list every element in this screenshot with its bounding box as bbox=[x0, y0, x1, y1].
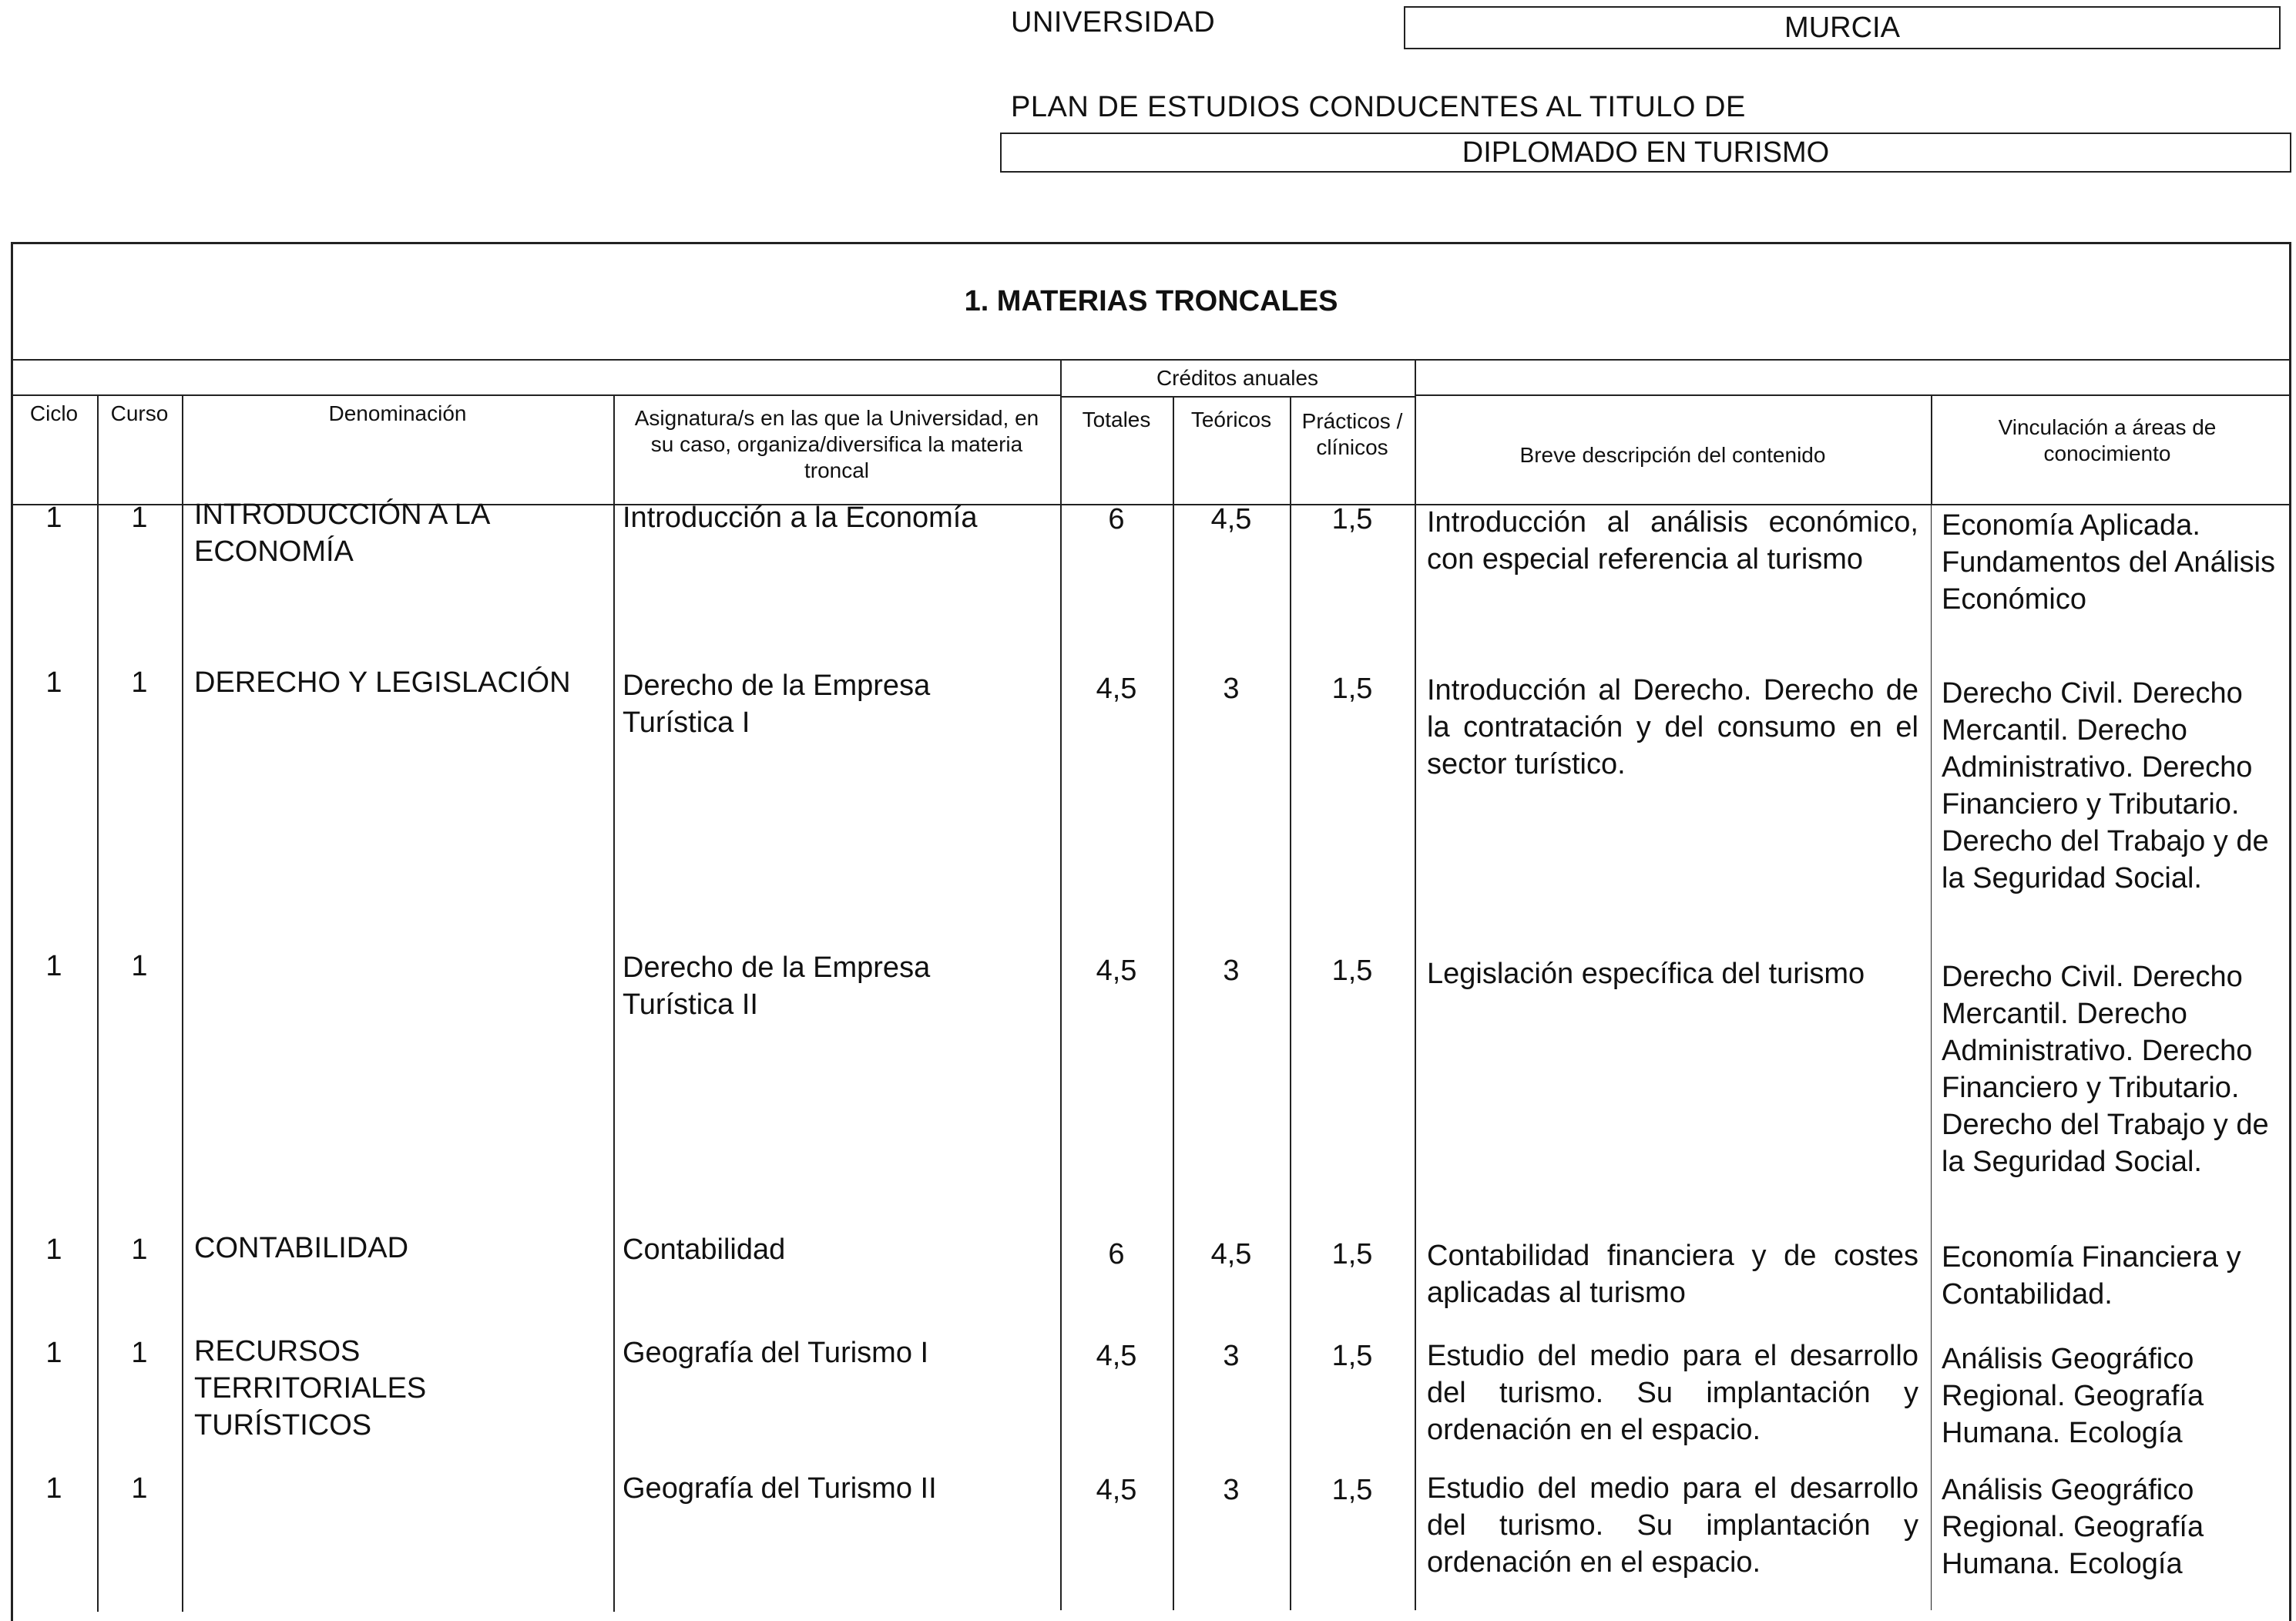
table-cell-totales: 4,5 bbox=[1096, 673, 1137, 705]
teoricos-header: Teóricos bbox=[1190, 408, 1272, 431]
table-cell-practicos: 1,5 bbox=[1331, 673, 1373, 705]
table-cell-totales: 4,5 bbox=[1096, 1340, 1137, 1372]
titulo-value-box bbox=[1000, 133, 2291, 173]
col-divider-denom-asig bbox=[613, 394, 615, 1612]
curso-header: Curso bbox=[110, 401, 169, 425]
titulo-value: DIPLOMADO EN TURISMO bbox=[1462, 136, 1830, 169]
table-cell-denominacion: CONTABILIDAD bbox=[194, 1232, 409, 1264]
table-cell-teoricos: 3 bbox=[1223, 955, 1240, 987]
table-cell-practicos: 1,5 bbox=[1331, 1238, 1373, 1270]
vinculacion-header: Vinculación a áreas de conocimiento bbox=[1998, 415, 2217, 465]
section-title: 1. MATERIAS TRONCALES bbox=[964, 285, 1338, 317]
table-cell-vinculacion: Economía Aplicada. Fundamentos del Análisis Económico bbox=[1942, 509, 2276, 616]
table-cell-vinculacion: Derecho Civil. Derecho Mercantil. Derecho Administrativo. Derecho Financiero y Tributario. Derecho del Trabajo y de la Seguridad Social. bbox=[1942, 961, 2269, 1178]
table-cell-teoricos: 3 bbox=[1223, 1340, 1240, 1372]
creditos-divider bbox=[1060, 396, 1415, 398]
table-cell-curso: 1 bbox=[131, 502, 148, 534]
table-cell-vinculacion: Derecho Civil. Derecho Mercantil. Derecho Administrativo. Derecho Financiero y Tributario. Derecho del Trabajo y de la Seguridad Social. bbox=[1942, 677, 2269, 894]
table-cell-asignatura: Geografía del Turismo I bbox=[623, 1337, 929, 1369]
header-divider-right bbox=[1415, 394, 2291, 396]
table-cell-teoricos: 4,5 bbox=[1210, 1238, 1252, 1270]
asignatura-header: Asignatura/s en las que la Universidad, en su caso, organiza/diversifica la materia troncal bbox=[634, 406, 1039, 482]
col-divider-curso-denom bbox=[182, 394, 183, 1612]
table-cell-descripcion: Introducción al Derecho. Derecho de la contratación y del consumo en el sector turístico. bbox=[1427, 674, 1918, 780]
table-cell-vinculacion: Análisis Geográfico Regional. Geografía Humana. Ecología bbox=[1942, 1343, 2204, 1449]
table-cell-vinculacion: Economía Financiera y Contabilidad. bbox=[1942, 1241, 2241, 1311]
table-cell-practicos: 1,5 bbox=[1331, 955, 1373, 987]
table-cell-descripcion: Contabilidad financiera y de costes aplicadas al turismo bbox=[1427, 1240, 1918, 1309]
table-cell-curso: 1 bbox=[131, 1233, 148, 1266]
col-divider-desc-vinc-header bbox=[1931, 394, 1932, 504]
table-cell-totales: 4,5 bbox=[1096, 1474, 1137, 1506]
table-cell-ciclo: 1 bbox=[45, 1472, 62, 1505]
table-cell-totales: 6 bbox=[1108, 1238, 1125, 1270]
table-cell-asignatura: Contabilidad bbox=[623, 1233, 786, 1266]
table-cell-descripcion: Legislación específica del turismo bbox=[1427, 958, 1865, 990]
table-cell-denominacion: DERECHO Y LEGISLACIÓN bbox=[194, 666, 571, 699]
table-cell-descripcion: Introducción al análisis económico, con especial referencia al turismo bbox=[1427, 506, 1918, 576]
table-cell-practicos: 1,5 bbox=[1331, 1474, 1373, 1506]
table-cell-curso: 1 bbox=[131, 666, 148, 699]
table-cell-curso: 1 bbox=[131, 1472, 148, 1505]
universidad-label: UNIVERSIDAD bbox=[1011, 6, 1216, 39]
table-cell-ciclo: 1 bbox=[45, 666, 62, 699]
ciclo-header: Ciclo bbox=[29, 401, 79, 425]
practicos-header: Prácticos / clínicos bbox=[1301, 409, 1403, 459]
table-cell-totales: 6 bbox=[1108, 503, 1125, 535]
universidad-value: MURCIA bbox=[1784, 11, 1900, 44]
table-cell-asignatura: Derecho de la Empresa Turística II bbox=[623, 951, 931, 1021]
table-cell-ciclo: 1 bbox=[45, 950, 62, 982]
creditos-anuales-header: Créditos anuales bbox=[1156, 366, 1319, 390]
table-cell-vinculacion: Análisis Geográfico Regional. Geografía Humana. Ecología bbox=[1942, 1474, 2204, 1580]
table-cell-asignatura: Derecho de la Empresa Turística I bbox=[623, 670, 931, 739]
table-cell-curso: 1 bbox=[131, 1337, 148, 1369]
universidad-value-box bbox=[1404, 6, 2281, 49]
descripcion-header: Breve descripción del contenido bbox=[1519, 443, 1826, 467]
table-cell-ciclo: 1 bbox=[45, 1337, 62, 1369]
table-cell-curso: 1 bbox=[131, 950, 148, 982]
table-cell-descripcion: Estudio del medio para el desarrollo del turismo. Su implantación y ordenación en el espacio. bbox=[1427, 1472, 1918, 1579]
table-cell-practicos: 1,5 bbox=[1331, 1340, 1373, 1372]
table-cell-teoricos: 3 bbox=[1223, 1474, 1240, 1506]
header-divider-left bbox=[11, 394, 1060, 396]
table-cell-asignatura: Geografía del Turismo II bbox=[623, 1472, 937, 1505]
table-cell-totales: 4,5 bbox=[1096, 955, 1137, 987]
table-cell-teoricos: 3 bbox=[1223, 673, 1240, 705]
table-cell-ciclo: 1 bbox=[45, 1233, 62, 1266]
table-cell-ciclo: 1 bbox=[45, 502, 62, 534]
col-divider-teo-prac bbox=[1290, 396, 1291, 1610]
denominacion-header: Denominación bbox=[328, 401, 467, 425]
col-divider-prac-desc bbox=[1415, 359, 1416, 1610]
col-divider-ciclo-curso bbox=[97, 394, 99, 1612]
table-cell-descripcion: Estudio del medio para el desarrollo del turismo. Su implantación y ordenación en el espacio. bbox=[1427, 1340, 1918, 1446]
table-cell-practicos: 1,5 bbox=[1331, 503, 1373, 535]
table-cell-teoricos: 4,5 bbox=[1210, 503, 1252, 535]
table-cell-asignatura: Introducción a la Economía bbox=[623, 502, 978, 534]
col-divider-tot-teo bbox=[1173, 396, 1174, 1610]
totales-header: Totales bbox=[1082, 408, 1151, 431]
plan-label: PLAN DE ESTUDIOS CONDUCENTES AL TITULO DE bbox=[1011, 91, 1746, 123]
title-divider bbox=[11, 359, 2291, 361]
col-divider-desc-vinc bbox=[1931, 504, 1932, 1610]
table-cell-denominacion: INTRODUCCIÓN A LA ECONOMÍA bbox=[194, 498, 489, 568]
table-cell-denominacion: RECURSOS TERRITORIALES TURÍSTICOS bbox=[194, 1335, 427, 1441]
